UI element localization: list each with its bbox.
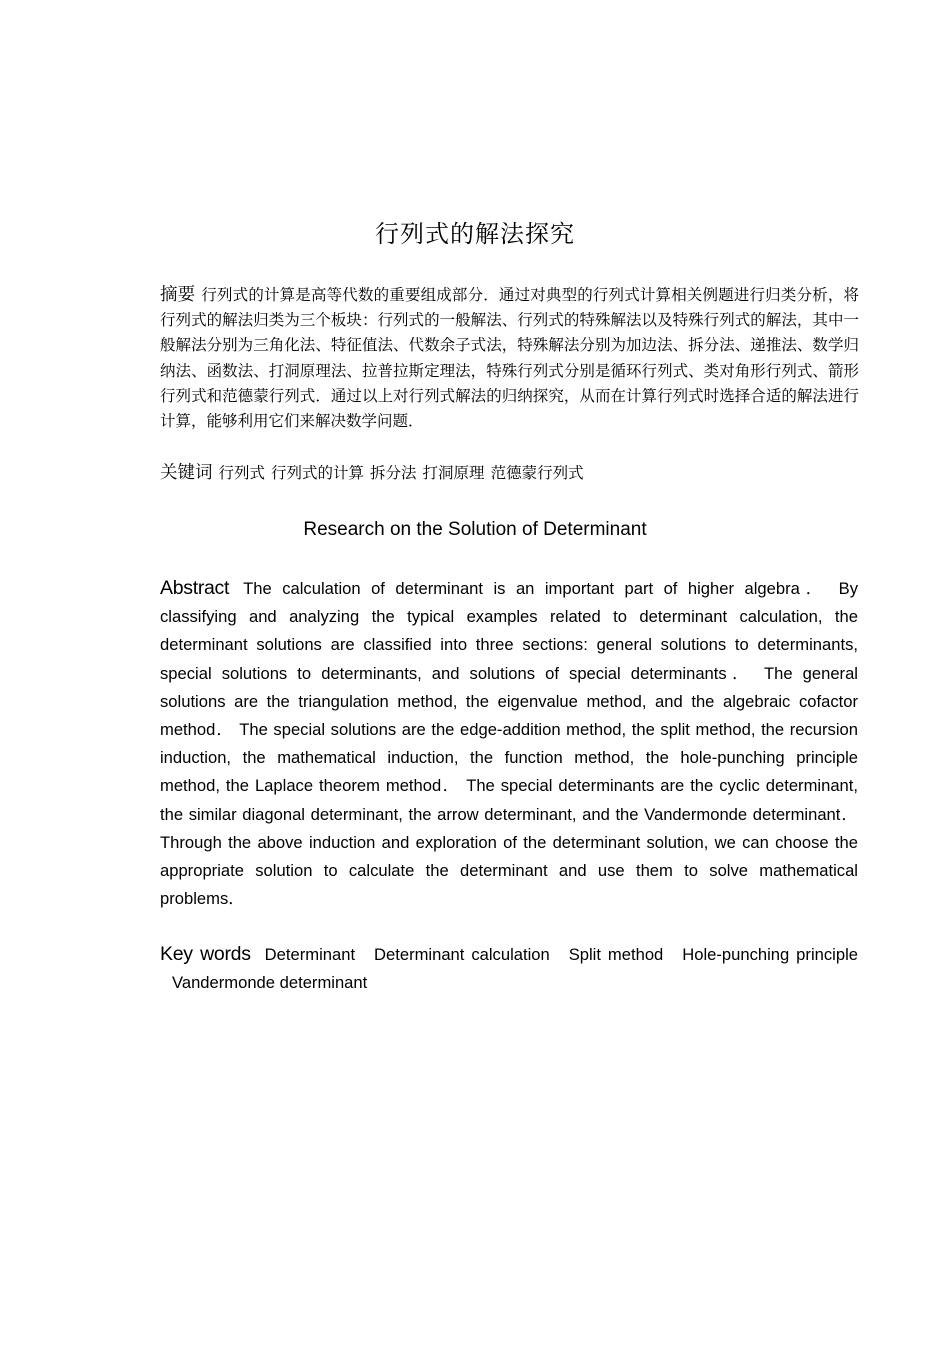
chinese-keywords bbox=[160, 461, 859, 486]
chinese-keyword: 行列式 bbox=[218, 464, 266, 482]
english-keyword: Determinant calculation bbox=[374, 945, 550, 964]
english-abstract bbox=[160, 574, 858, 913]
chinese-abstract-text: 行列式的计算是高等代数的重要组成部分．通过对典型的行列式计算相关例题进行归类分析，将行列式的解法归类为三个板块：行列式的一般解法、行列式的特殊解法以及特殊行列式的解法，其中一般解法分别为三角化法、特征值法、代数余子式法，特殊解法分别为加边法、拆分法、递推法、数学归纳法、函数法、打洞原理法、拉普拉斯定理法，特殊行列式分别是循环行列式、类对角形行列式、箭形行列式和范德蒙行列式．通过以上对行列式解法的归纳探究，从而在计算行列式时选择合适的解法进行计算，能够利用它们来解决数学问题． bbox=[160, 286, 859, 431]
chinese-keyword: 范德蒙行列式 bbox=[490, 464, 584, 482]
english-keyword: Determinant bbox=[264, 945, 356, 964]
english-abstract-label: Abstract bbox=[160, 577, 230, 599]
english-title: Research on the Solution of Determinant bbox=[303, 519, 647, 540]
chinese-keyword: 行列式的计算 bbox=[271, 464, 365, 482]
chinese-abstract-label: 摘要 bbox=[160, 285, 196, 305]
english-keyword: Vandermonde determinant bbox=[172, 973, 368, 993]
chinese-keyword: 拆分法 bbox=[370, 464, 417, 482]
english-keywords-label: Key words bbox=[160, 943, 251, 965]
chinese-abstract bbox=[160, 283, 859, 434]
english-keywords bbox=[160, 940, 858, 997]
chinese-title: 行列式的解法探究 bbox=[375, 220, 575, 248]
english-keyword: Split method bbox=[568, 945, 664, 964]
english-keyword: Hole-punching principle bbox=[682, 945, 858, 964]
chinese-keywords-label: 关键词 bbox=[160, 463, 213, 483]
chinese-keyword: 打洞原理 bbox=[422, 464, 485, 482]
english-abstract-text: The calculation of determinant is an important part of higher algebra． By classifying and analyzing the typical examples related to determinant calculation, the determinant solutions are classified into three sections: general solutions to determinants, special solutions to determinants, and solutions of special determinants． The general solutions are the triangulation method, the eigenvalue method, and the algebraic cofactor method． The special solutions are the edge-addition method, the split method, the recursion induction, the mathematical induction, the function method, the hole-punching principle method, the Laplace theorem method． The special determinants are the cyclic determinant, the similar diagonal determinant, the arrow determinant, and the Vandermonde determinant． Through the above induction and exploration of the determinant solution, we can choose the appropriate solution to calculate the determinant and use them to solve mathematical problems． bbox=[160, 579, 858, 909]
